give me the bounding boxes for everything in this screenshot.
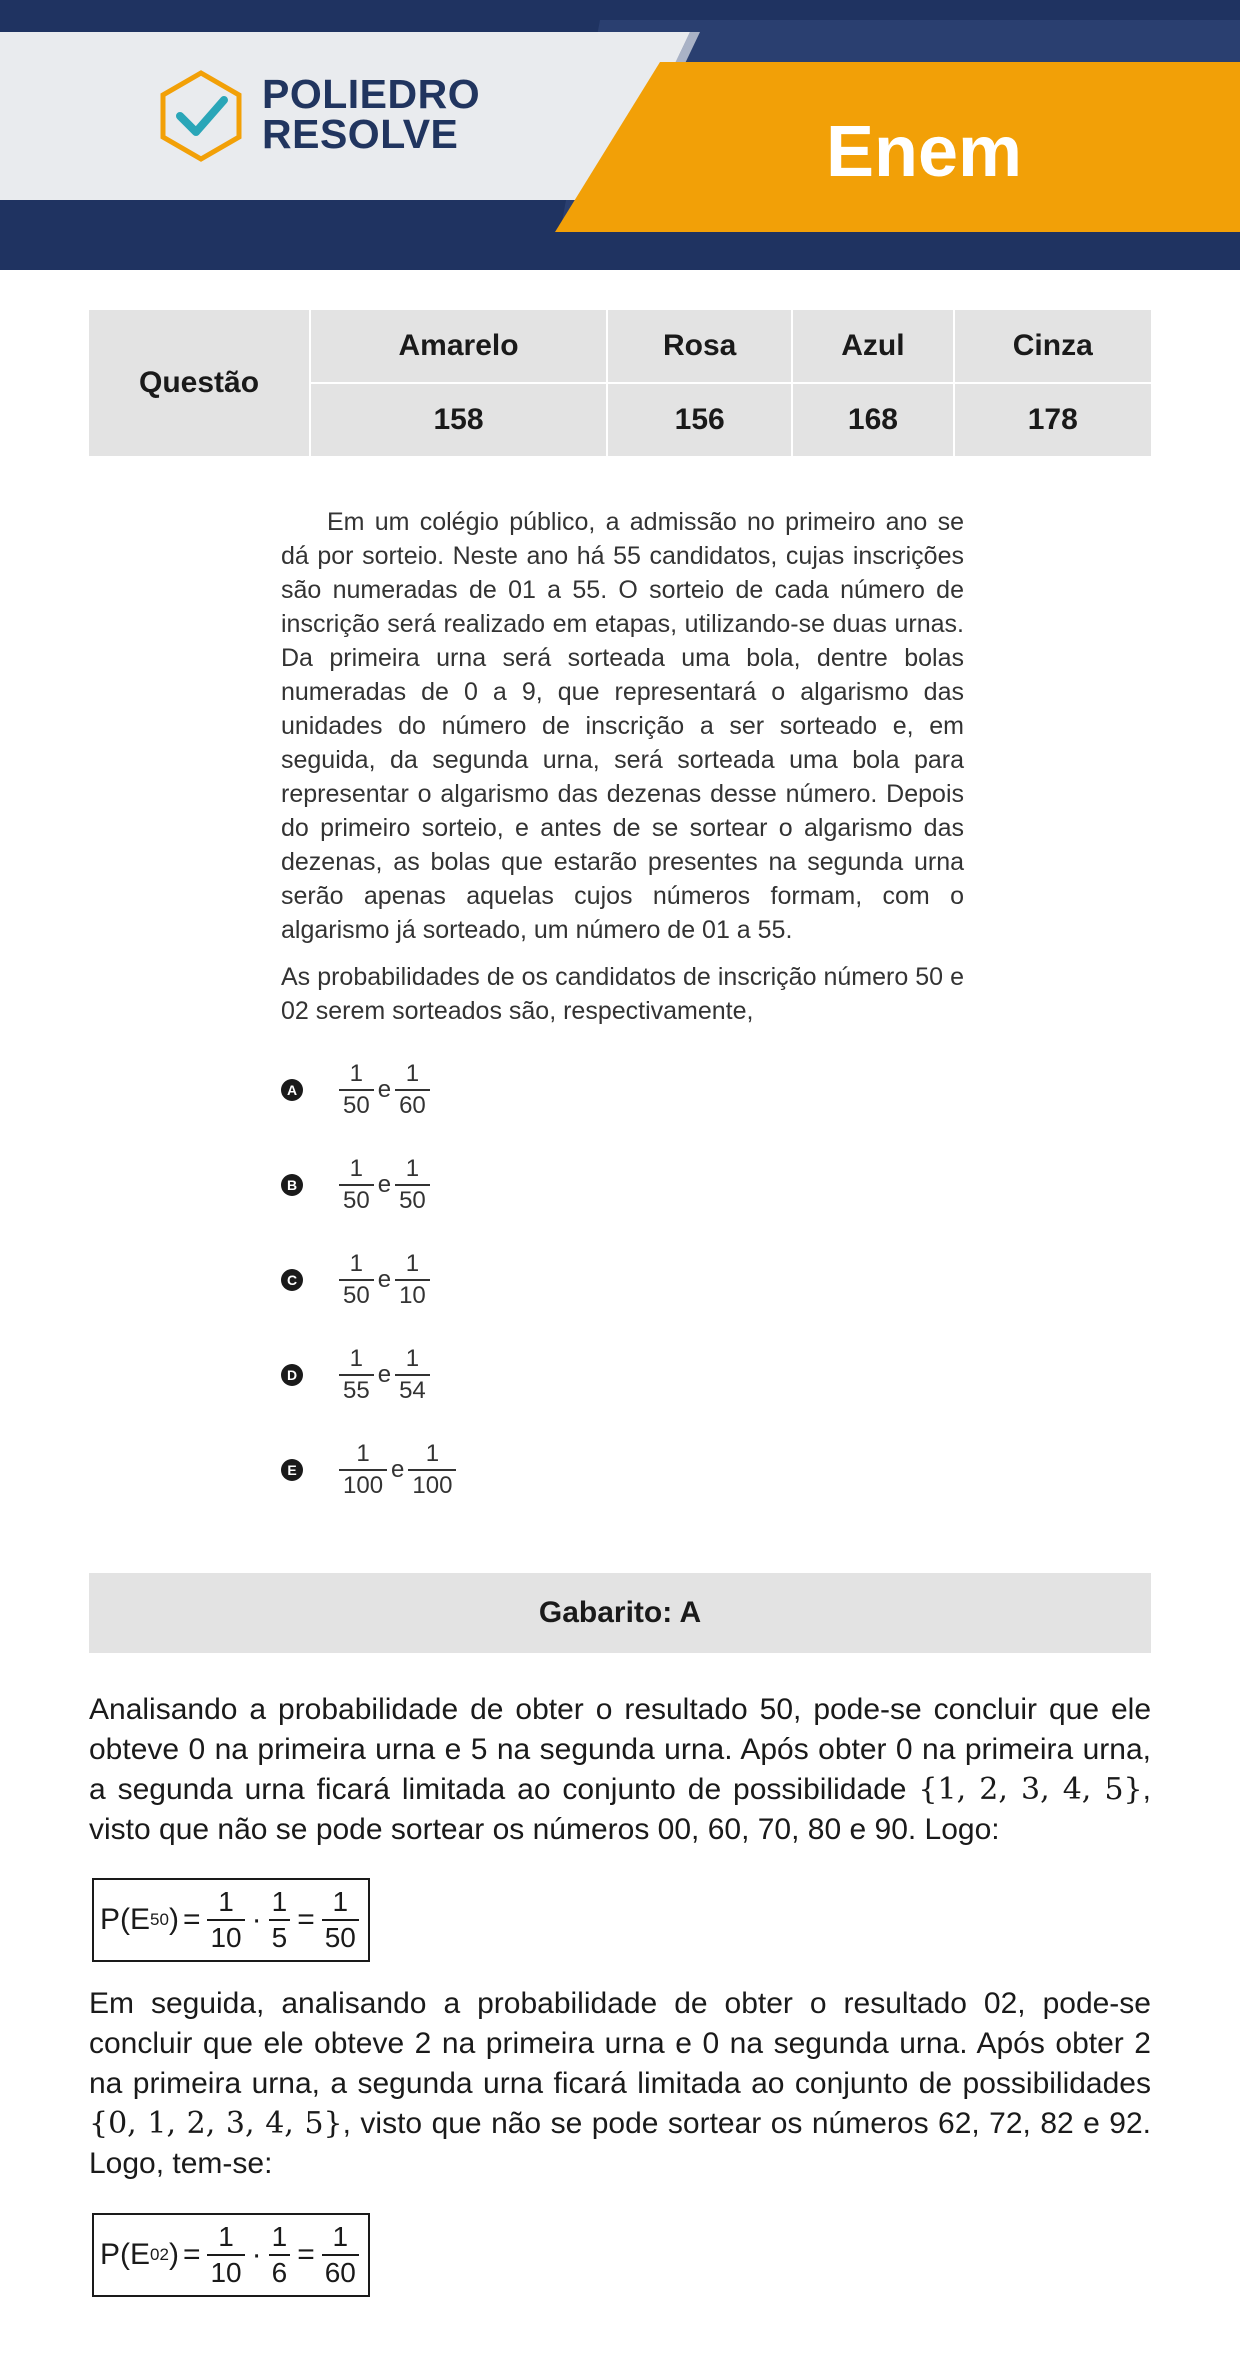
option-letter: B — [281, 1174, 303, 1196]
denominator: 50 — [339, 1089, 374, 1121]
numerator: 1 — [349, 1345, 364, 1372]
option-c[interactable] — [281, 1240, 430, 1320]
denominator: 50 — [322, 1919, 359, 1955]
possibility-set: {0, 1, 2, 3, 4, 5} — [89, 2106, 343, 2141]
multiply-dot: · — [251, 2238, 262, 2271]
numerator: 1 — [271, 1886, 288, 1917]
separator: e — [377, 1361, 392, 1388]
separator: e — [377, 1076, 392, 1103]
question-number-table — [89, 310, 1151, 458]
denominator: 60 — [395, 1089, 430, 1121]
color-header-cinza: Cinza — [955, 310, 1151, 384]
fraction — [395, 1249, 430, 1311]
denominator: 5 — [269, 1919, 291, 1955]
probability-formula-50 — [92, 1878, 370, 1962]
option-letter: A — [281, 1079, 303, 1101]
equals-sign: = — [297, 2238, 315, 2271]
numerator: 1 — [332, 1886, 349, 1917]
denominator: 100 — [408, 1469, 456, 1501]
denominator: 60 — [322, 2254, 359, 2290]
equals-sign: = — [297, 1903, 315, 1936]
numerator: 1 — [405, 1155, 420, 1182]
possibility-set: {1, 2, 3, 4, 5} — [918, 1772, 1143, 1807]
formula-subscript: 50 — [150, 1910, 169, 1929]
denominator: 10 — [207, 1919, 244, 1955]
exam-title: Enem — [826, 112, 1023, 192]
numerator: 1 — [349, 1060, 364, 1087]
formula-subscript: 02 — [150, 2245, 169, 2264]
brand-line-1: POLIEDRO — [262, 71, 481, 117]
fraction — [408, 1439, 456, 1501]
separator: e — [377, 1266, 392, 1293]
option-d[interactable] — [281, 1335, 430, 1415]
page-header — [0, 0, 1240, 270]
brand-line-2: RESOLVE — [262, 111, 459, 157]
formula-close: ) — [168, 2238, 179, 2271]
numerator: 1 — [349, 1250, 364, 1277]
solution-text: , visto que não se pode sortear os números 00, 60, 70, 80 e 90. Logo: — [89, 1773, 1151, 1846]
option-letter: D — [281, 1364, 303, 1386]
fraction — [339, 1439, 387, 1501]
question-paragraph-2: As probabilidades de os candidatos de inscrição número 50 e 02 serem sorteados são, respectivamente, — [281, 963, 964, 1025]
formula-close: ) — [168, 1903, 179, 1936]
fraction — [339, 1059, 374, 1121]
numerator: 1 — [349, 1155, 364, 1182]
numerator: 1 — [218, 2221, 234, 2252]
question-statement — [281, 505, 964, 1028]
question-label: Questão — [89, 310, 311, 458]
denominator: 50 — [339, 1184, 374, 1216]
denominator: 10 — [395, 1279, 430, 1311]
option-e[interactable] — [281, 1430, 456, 1510]
color-header-amarelo: Amarelo — [311, 310, 608, 384]
fraction — [395, 1059, 430, 1121]
fraction — [339, 1154, 374, 1216]
separator: e — [391, 1456, 405, 1483]
fraction — [395, 1154, 430, 1216]
question-paragraph-1: Em um colégio público, a admissão no primeiro ano se dá por sorteio. Neste ano há 55 candidatos, cujas inscrições são numeradas de 01 a 55. O sorteio de cada número de inscrição será realizado em etapas, utilizando-se duas urnas. Da primeira urna será sorteada uma bola, dentre bolas numeradas de 0 a 9, que representará o algarismo das unidades do número de inscrição a ser sorteado e, em seguida, da segunda urna, será sorteada uma bola para representar o algarismo das dezenas desse número. Depois do primeiro sorteio, e antes de se sortear o algarismo das dezenas, as bolas que estarão presentes na segunda urna serão apenas aquelas cujos números formam, com o algarismo já sorteado, um número de 01 a 55. — [281, 508, 964, 944]
numerator: 1 — [332, 2221, 349, 2252]
color-header-rosa: Rosa — [608, 310, 793, 384]
fraction — [339, 1249, 374, 1311]
equals-sign: = — [182, 2238, 201, 2271]
multiply-dot: · — [251, 1903, 262, 1936]
option-b[interactable] — [281, 1145, 430, 1225]
separator: e — [377, 1171, 392, 1198]
denominator: 55 — [339, 1374, 374, 1406]
numerator: 1 — [271, 2221, 288, 2252]
question-number-cinza: 178 — [955, 384, 1151, 458]
denominator: 54 — [395, 1374, 430, 1406]
option-letter: E — [281, 1459, 303, 1481]
fraction — [322, 2220, 359, 2290]
denominator: 10 — [207, 2254, 244, 2290]
answer-key-banner: Gabarito: A — [89, 1573, 1151, 1653]
fraction — [322, 1885, 359, 1955]
solution-paragraph-1 — [89, 1690, 1151, 1850]
question-number-amarelo: 158 — [311, 384, 608, 458]
numerator: 1 — [405, 1345, 420, 1372]
option-a[interactable] — [281, 1050, 430, 1130]
equals-sign: = — [182, 1903, 201, 1936]
fraction — [207, 1885, 244, 1955]
question-number-rosa: 156 — [608, 384, 793, 458]
formula-lhs: P(E — [100, 1903, 151, 1936]
numerator: 1 — [405, 1060, 420, 1087]
question-number-azul: 168 — [793, 384, 954, 458]
fraction — [339, 1344, 374, 1406]
poliedro-logo-icon — [158, 70, 244, 162]
brand-name — [262, 71, 481, 157]
numerator: 1 — [218, 1886, 234, 1917]
fraction — [269, 1885, 291, 1955]
color-header-azul: Azul — [793, 310, 954, 384]
solution-text: , visto que não se pode sortear os números 62, 72, 82 e 92. Logo, tem-se: — [89, 2107, 1151, 2180]
numerator: 1 — [425, 1440, 440, 1467]
option-letter: C — [281, 1269, 303, 1291]
fraction — [395, 1344, 430, 1406]
numerator: 1 — [356, 1440, 370, 1467]
fraction — [269, 2220, 291, 2290]
solution-text: Em seguida, analisando a probabilidade de obter o resultado 02, pode-se concluir que ele obteve 2 na primeira urna e 0 na segunda urna. Após obter 2 na primeira urna, a segunda urna ficará limitada ao conjunto de possibilidades — [89, 1987, 1151, 2100]
fraction — [207, 2220, 244, 2290]
solution-text: Analisando a probabilidade de obter o resultado 50, pode-se concluir que ele obteve 0 na primeira urna e 5 na segunda urna. Após obter 0 na primeira urna, a segunda urna ficará limitada ao conjunto de possibilidade — [89, 1693, 1151, 1806]
denominator: 50 — [339, 1279, 374, 1311]
denominator: 100 — [339, 1469, 387, 1501]
numerator: 1 — [405, 1250, 420, 1277]
formula-lhs: P(E — [100, 2238, 151, 2271]
denominator: 6 — [269, 2254, 291, 2290]
denominator: 50 — [395, 1184, 430, 1216]
solution-paragraph-2 — [89, 1984, 1151, 2184]
probability-formula-02 — [92, 2213, 370, 2297]
